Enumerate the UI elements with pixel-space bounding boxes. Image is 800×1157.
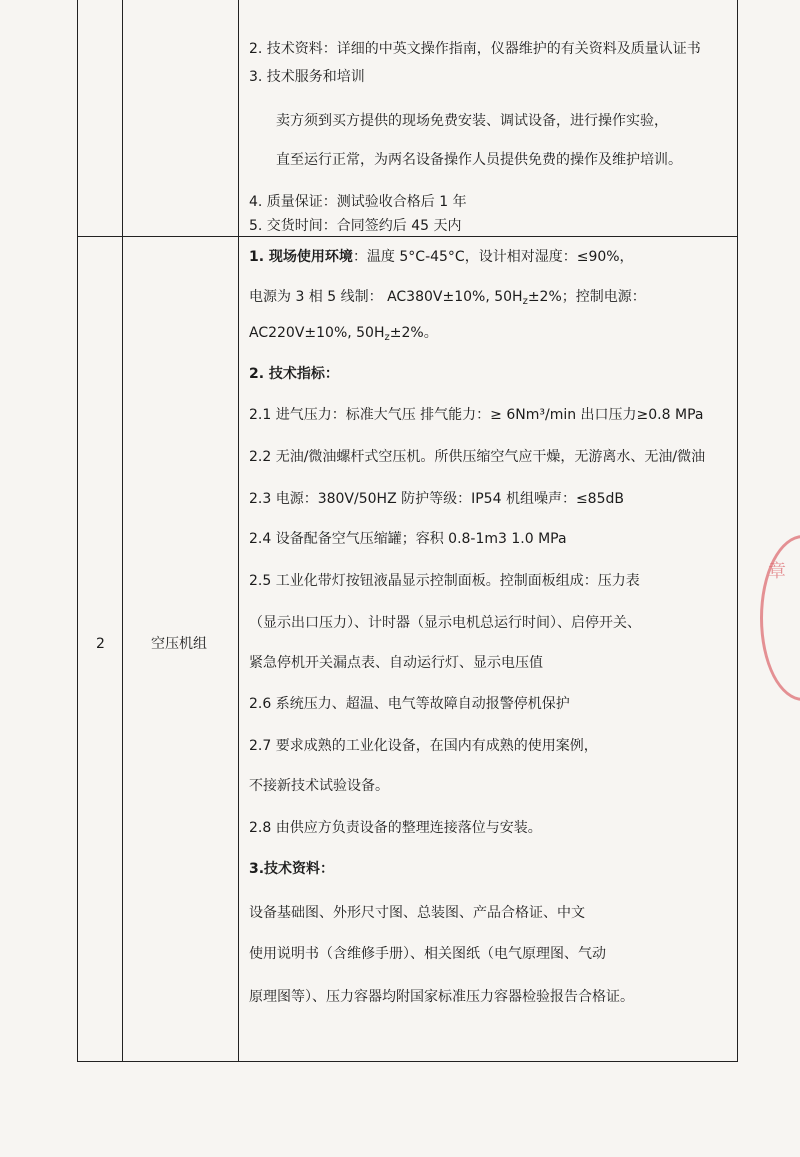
env-line-1-text: ：温度 5°C-45°C，设计相对湿度：≤90%，: [352, 249, 634, 265]
env-line-2: [249, 288, 735, 311]
row1-line-service-heading: 3. 技术服务和培训: [249, 69, 365, 85]
env-line-2-pre: 电源为 3 相 5 线制： AC380V±10%, 50H: [249, 289, 523, 305]
spec-line-2-2: 2.2 无油/微油螺杆式空压机。所供压缩空气应干燥，无游离水、无油/微油: [249, 449, 706, 465]
row2-item-name: 空压机组: [151, 636, 207, 652]
spec-line-2-7: 2.7 要求成熟的工业化设备，在国内有成熟的使用案例，: [249, 738, 598, 754]
table-col-divider-1: [122, 0, 123, 1062]
docs-line-1: 设备基础图、外形尺寸图、总装图、产品合格证、中文: [249, 905, 585, 921]
table-left-border: [77, 0, 78, 1062]
spec-heading: 2. 技术指标：: [249, 366, 339, 382]
env-line-3-pre: AC220V±10%, 50H: [249, 325, 385, 341]
spec-line-2-1: 2.1 进气压力：标准大气压 排气能力：≥ 6Nm³/min 出口压力≥0.8 MPa: [249, 407, 704, 423]
row1-line-install: 卖方须到买方提供的现场免费安装、调试设备，进行操作实验，: [276, 113, 668, 129]
spec-line-2-8: 2.8 由供应方负责设备的整理连接落位与安装。: [249, 820, 542, 836]
docs-heading: 3.技术资料：: [249, 861, 335, 877]
env-heading: 1. 现场使用环境: [249, 249, 353, 265]
table-row-divider: [77, 236, 738, 237]
spec-line-2-5: 2.5 工业化带灯按钮液晶显示控制面板。控制面板组成：压力表: [249, 573, 640, 589]
docs-line-2: 使用说明书（含维修手册）、相关图纸（电气原理图、气动: [249, 946, 606, 962]
spec-line-2-3: 2.3 电源：380V/50HZ 防护等级：IP54 机组噪声：≤85dB: [249, 491, 624, 507]
row1-line-warranty: 4. 质量保证：测试验收合格后 1 年: [249, 194, 467, 210]
hz-subscript: z: [384, 332, 390, 343]
env-line-2-post: ±2%；控制电源：: [527, 289, 646, 305]
spec-line-2-5-cont-1: （显示出口压力）、计时器（显示电机总运行时间）、启停开关、: [249, 615, 641, 631]
red-seal-text: 章: [768, 561, 786, 582]
env-line-3-post: ±2%。: [389, 325, 438, 341]
env-line-1: [249, 248, 735, 266]
row1-line-training: 直至运行正常，为两名设备操作人员提供免费的操作及维护培训。: [276, 152, 682, 168]
spec-line-2-7-cont: 不接新技术试验设备。: [249, 778, 389, 794]
docs-line-3: 原理图等）、压力容器均附国家标准压力容器检验报告合格证。: [249, 989, 634, 1005]
spec-line-2-6: 2.6 系统压力、超温、电气等故障自动报警停机保护: [249, 696, 570, 712]
table-col-divider-2: [238, 0, 239, 1062]
row2-number: 2: [96, 636, 105, 652]
row1-line-tech-docs: 2. 技术资料：详细的中英文操作指南，仪器维护的有关资料及质量认证书: [249, 41, 701, 57]
table-bottom-border: [77, 1061, 738, 1062]
spec-line-2-4: 2.4 设备配备空气压缩罐；容积 0.8-1m3 1.0 MPa: [249, 531, 567, 547]
env-line-3: [249, 324, 735, 347]
hz-subscript: z: [522, 296, 528, 307]
spec-line-2-5-cont-2: 紧急停机开关漏点表、自动运行灯、显示电压值: [249, 655, 543, 671]
table-right-border: [737, 0, 738, 1062]
row1-line-delivery: 5. 交货时间：合同签约后 45 天内: [249, 218, 462, 234]
